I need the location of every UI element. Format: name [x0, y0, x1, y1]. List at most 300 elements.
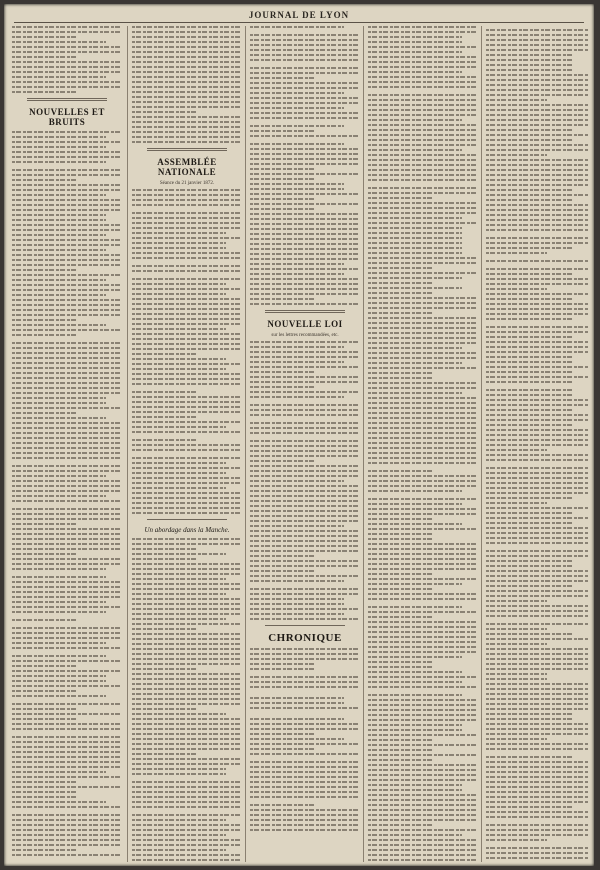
text-line: [368, 109, 478, 111]
text-line: [250, 440, 360, 442]
text-line: [368, 809, 478, 811]
text-line: [132, 51, 242, 53]
text-line: [368, 824, 434, 826]
text-line: [486, 394, 573, 396]
text-line: [368, 362, 462, 364]
text-line: [12, 786, 122, 788]
text-line: [12, 601, 106, 603]
text-line: [132, 46, 242, 48]
text-line: [12, 269, 78, 271]
text-line: [132, 141, 242, 143]
text-line: [250, 500, 360, 502]
text-line: [486, 139, 573, 141]
text-line: [132, 217, 242, 219]
text-line: [486, 64, 573, 66]
text-line: [132, 763, 242, 765]
text-line: [250, 824, 360, 826]
text-line: [250, 203, 360, 205]
text-line: [132, 786, 242, 788]
text-line: [250, 555, 316, 557]
text-line: [250, 427, 360, 429]
text-line: [486, 199, 573, 201]
text-line: [486, 114, 588, 116]
text-line: [132, 806, 242, 808]
text-line: [486, 326, 588, 328]
text-line: [368, 774, 478, 776]
text-line: [132, 753, 198, 755]
text-line: [132, 121, 242, 123]
text-line: [12, 806, 122, 808]
text-line: [250, 188, 344, 190]
text-line: [12, 249, 106, 251]
text-line: [486, 673, 547, 675]
text-line: [486, 303, 588, 305]
text-line: [132, 91, 242, 93]
text-line: [132, 383, 242, 385]
text-line: [368, 631, 478, 633]
text-line: [12, 586, 122, 588]
text-line: [250, 570, 316, 572]
text-line: [486, 653, 588, 655]
text-line: [132, 658, 242, 660]
text-line: [12, 568, 106, 570]
text-line: [132, 553, 226, 555]
text-line: [12, 854, 122, 856]
text-line: [486, 104, 588, 106]
text-line: [250, 381, 360, 383]
text-line: [250, 258, 360, 260]
text-line: [12, 194, 106, 196]
text-line: [12, 695, 106, 697]
text-line: [250, 125, 344, 127]
text-line: [12, 382, 122, 384]
text-line: [132, 293, 226, 295]
text-line: [132, 618, 226, 620]
text-line: [486, 522, 573, 524]
text-line: [486, 124, 588, 126]
text-line: [132, 648, 242, 650]
text-line: [132, 538, 242, 540]
text-line: [132, 56, 242, 58]
text-line: [368, 699, 478, 701]
text-line: [250, 248, 360, 250]
text-line: [368, 754, 478, 756]
text-line: [368, 237, 462, 239]
text-line: [486, 260, 588, 262]
text-line: [486, 134, 588, 136]
text-line: [486, 796, 588, 798]
text-line: [12, 485, 122, 487]
text-line: [132, 598, 242, 600]
text-lines: [250, 26, 360, 305]
text-line: [368, 490, 462, 492]
text-line: [486, 229, 588, 231]
text-line: [486, 29, 588, 31]
text-line: [368, 134, 478, 136]
text-line: [368, 606, 462, 608]
text-line: [12, 367, 122, 369]
column-divider: [127, 26, 128, 862]
text-line: [132, 824, 242, 826]
text-line: [368, 503, 462, 505]
text-line: [486, 434, 588, 436]
text-line: [132, 583, 242, 585]
text-line: [12, 442, 122, 444]
text-line: [368, 227, 462, 229]
text-line: [368, 149, 462, 151]
text-line: [486, 164, 588, 166]
text-line: [486, 482, 588, 484]
text-line: [368, 641, 478, 643]
text-line: [132, 222, 242, 224]
text-line: [486, 149, 588, 151]
text-line: [250, 819, 360, 821]
text-line: [368, 367, 478, 369]
assemblee-date: Séance du 21 janvier 1872.: [159, 181, 215, 186]
text-line: [368, 297, 478, 299]
text-line: [132, 781, 242, 783]
text-line: [368, 397, 478, 399]
text-lines: [132, 538, 242, 862]
text-line: [132, 343, 242, 345]
text-line: [486, 49, 588, 51]
text-line: [132, 431, 242, 433]
text-line: [486, 399, 588, 401]
text-line: [486, 252, 547, 254]
text-line: [486, 331, 588, 333]
text-line: [250, 445, 360, 447]
text-line: [486, 703, 588, 705]
text-line: [12, 264, 122, 266]
text-line: [368, 432, 478, 434]
text-line: [12, 627, 122, 629]
text-line: [368, 277, 462, 279]
text-line: [12, 596, 122, 598]
text-line: [12, 518, 122, 520]
heading-abordage: Un abordage dans la Manche.: [144, 526, 230, 534]
text-line: [12, 352, 122, 354]
text-line: [12, 56, 78, 58]
text-line: [486, 663, 588, 665]
text-line: [486, 756, 573, 758]
text-line: [12, 670, 122, 672]
text-line: [250, 135, 360, 137]
text-line: [486, 492, 588, 494]
text-line: [132, 116, 242, 118]
text-line: [132, 723, 242, 725]
text-line: [12, 204, 122, 206]
text-line: [12, 766, 122, 768]
text-line: [132, 849, 226, 851]
text-line: [486, 79, 588, 81]
text-line: [368, 839, 478, 841]
text-line: [132, 748, 242, 750]
text-line: [12, 81, 122, 83]
text-line: [12, 480, 122, 482]
text-line: [132, 270, 242, 272]
text-line: [132, 338, 242, 340]
text-line: [486, 628, 547, 630]
text-line: [250, 613, 344, 615]
text-line: [368, 573, 434, 575]
text-line: [12, 761, 122, 763]
text-line: [132, 411, 242, 413]
text-line: [12, 141, 122, 143]
text-line: [12, 690, 78, 692]
text-line: [486, 69, 573, 71]
text-line: [250, 668, 316, 670]
text-line: [486, 537, 588, 539]
text-line: [250, 748, 316, 750]
text-line: [486, 776, 588, 778]
text-line: [486, 801, 588, 803]
text-line: [250, 82, 360, 84]
text-line: [368, 232, 462, 234]
text-line: [486, 424, 573, 426]
text-line: [12, 665, 78, 667]
text-line: [368, 764, 478, 766]
text-line: [250, 598, 344, 600]
text-line: [250, 718, 344, 720]
text-line: [368, 417, 478, 419]
text-line: [250, 49, 360, 51]
text-line: [12, 417, 106, 419]
text-line: [368, 36, 462, 38]
text-line: [250, 278, 360, 280]
text-line: [486, 278, 588, 280]
text-line: [132, 743, 242, 745]
text-line: [486, 409, 573, 411]
text-line: [368, 174, 478, 176]
text-line: [12, 606, 122, 608]
text-line: [486, 189, 573, 191]
text-line: [132, 252, 242, 254]
text-line: [486, 381, 573, 383]
text-line: [368, 513, 478, 515]
text-line: [12, 437, 122, 439]
text-line: [12, 508, 122, 510]
text-line: [12, 844, 122, 846]
text-line: [486, 580, 588, 582]
text-line: [250, 728, 360, 730]
text-line: [368, 694, 462, 696]
text-line: [250, 475, 360, 477]
text-line: [368, 452, 478, 454]
text-line: [12, 523, 78, 525]
text-line: [12, 91, 78, 93]
text-line: [486, 806, 573, 808]
text-line: [368, 302, 478, 304]
text-line: [132, 61, 242, 63]
text-line: [12, 184, 122, 186]
text-line: [132, 439, 198, 441]
text-line: [12, 814, 122, 816]
text-line: [12, 377, 122, 379]
text-line: [132, 548, 198, 550]
text-line: [368, 129, 478, 131]
text-line: [368, 86, 478, 88]
text-line: [486, 219, 588, 221]
text-line: [368, 307, 478, 309]
text-line: [132, 543, 242, 545]
text-line: [250, 686, 360, 688]
text-line: [132, 232, 226, 234]
text-line: [250, 198, 316, 200]
text-line: [132, 303, 242, 305]
text-line: [368, 729, 462, 731]
text-line: [132, 588, 242, 590]
text-line: [250, 263, 344, 265]
text-line: [368, 407, 478, 409]
text-line: [486, 419, 588, 421]
text-line: [250, 560, 360, 562]
text-line: [12, 500, 122, 502]
text-line: [368, 372, 434, 374]
text-line: [368, 99, 478, 101]
text-line: [486, 361, 573, 363]
text-line: [250, 268, 360, 270]
text-line: [486, 668, 588, 670]
newspaper-page: [4, 4, 594, 866]
text-line: [368, 46, 478, 48]
text-line: [132, 568, 242, 570]
text-line: [368, 427, 478, 429]
text-line: [250, 366, 360, 368]
text-line: [12, 392, 122, 394]
text-line: [12, 259, 122, 261]
text-line: [486, 728, 588, 730]
text-line: [368, 207, 478, 209]
text-line: [12, 299, 122, 301]
text-line: [12, 632, 122, 634]
text-line: [250, 238, 360, 240]
text-line: [368, 485, 478, 487]
text-line: [132, 563, 242, 565]
text-line: [368, 563, 478, 565]
text-line: [12, 637, 122, 639]
text-line: [486, 74, 588, 76]
text-line: [368, 61, 478, 63]
text-line: [250, 87, 360, 89]
text-line: [368, 169, 478, 171]
text-line: [486, 748, 588, 750]
text-line: [12, 131, 122, 133]
text-line: [12, 427, 122, 429]
text-line: [12, 71, 122, 73]
text-line: [486, 811, 588, 813]
text-line: [486, 169, 588, 171]
text-line: [250, 809, 360, 811]
text-line: [486, 816, 588, 818]
text-line: [12, 548, 122, 550]
text-line: [368, 804, 478, 806]
text-line: [486, 857, 588, 859]
text-line: [12, 61, 122, 63]
text-line: [12, 309, 122, 311]
text-line: [132, 391, 198, 393]
text-line: [132, 348, 242, 350]
text-line: [132, 713, 226, 715]
text-line: [250, 102, 360, 104]
text-line: [486, 346, 588, 348]
text-line: [132, 834, 226, 836]
text-line: [486, 404, 588, 406]
text-line: [132, 426, 226, 428]
text-line: [12, 457, 122, 459]
text-line: [368, 154, 478, 156]
text-line: [250, 786, 360, 788]
text-line: [368, 352, 478, 354]
text-line: [368, 528, 478, 530]
text-line: [486, 454, 588, 456]
text-line: [250, 515, 360, 517]
text-line: [132, 703, 242, 705]
text-line: [132, 131, 242, 133]
text-lines: [132, 189, 242, 514]
text-line: [132, 353, 198, 355]
text-line: [368, 457, 478, 459]
text-line: [132, 633, 242, 635]
text-line: [132, 653, 242, 655]
text-line: [486, 555, 588, 557]
text-lines: [12, 26, 122, 93]
text-line: [12, 685, 122, 687]
text-line: [368, 518, 434, 520]
text-line: [250, 766, 360, 768]
text-line: [486, 204, 588, 206]
text-line: [12, 151, 122, 153]
text-line: [132, 308, 242, 310]
text-line: [250, 490, 360, 492]
text-line: [368, 626, 478, 628]
text-line: [486, 341, 588, 343]
text-line: [250, 776, 360, 778]
text-line: [250, 414, 360, 416]
column-divider: [363, 26, 364, 862]
text-line: [368, 222, 478, 224]
text-line: [132, 194, 242, 196]
text-line: [486, 829, 588, 831]
text-line: [486, 643, 547, 645]
text-line: [12, 495, 106, 497]
text-line: [368, 402, 478, 404]
text-line: [132, 396, 242, 398]
text-line: [12, 723, 122, 725]
text-line: [250, 143, 344, 145]
text-line: [486, 590, 588, 592]
text-line: [486, 723, 588, 725]
text-line: [12, 829, 122, 831]
text-line: [12, 475, 106, 477]
text-line: [250, 26, 344, 28]
text-line: [12, 274, 122, 276]
text-line: [250, 341, 360, 343]
text-line: [250, 404, 360, 406]
text-line: [132, 628, 198, 630]
text-line: [368, 187, 478, 189]
text-line: [12, 294, 106, 296]
text-line: [250, 771, 360, 773]
text-line: [132, 768, 226, 770]
text-line: [486, 708, 588, 710]
text-line: [132, 368, 226, 370]
text-line: [132, 688, 242, 690]
text-line: [368, 124, 478, 126]
text-line: [12, 422, 122, 424]
text-line: [250, 432, 360, 434]
text-line: [12, 708, 78, 710]
text-line: [12, 224, 122, 226]
